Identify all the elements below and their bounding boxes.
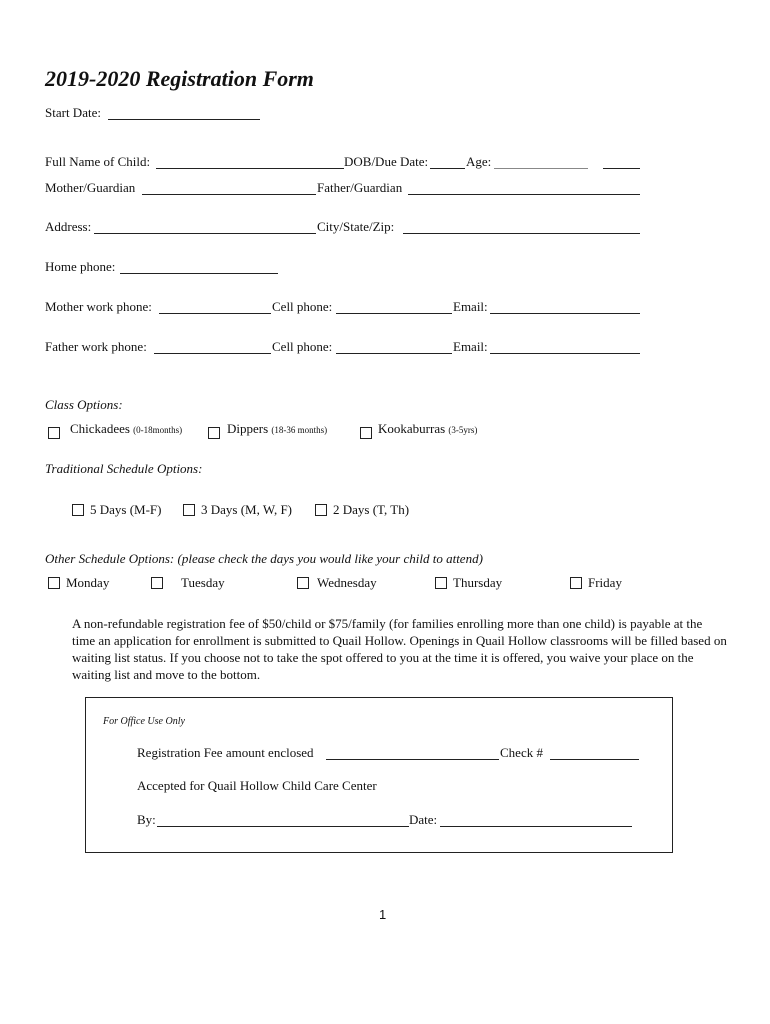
chickadees-age: (0-18months) [133,425,183,435]
office-use-heading: For Office Use Only [103,716,185,727]
office-use-box [85,697,673,853]
kookaburras-option [378,421,477,438]
office-date-label: Date: [409,812,438,827]
dippers-checkbox[interactable] [208,427,220,439]
friday-label: Friday [588,575,622,590]
home-phone-label: Home phone: [45,259,116,274]
age-field[interactable] [494,168,588,169]
fee-paragraph: A non-refundable registration fee of $50/child or $75/family (for families enrolling more than one child) is payable at the time an application for enrollment is submitted to Quail Hollow. Openings in Quail Hollow classrooms will be filled based on waiting list status. If you choose not to take the spot offered to you at the time it is offered, you waive your place on the waiting list and move to the bottom. [72,616,727,682]
other-schedule-heading: Other Schedule Options: (please check the days you would like your child to attend) [45,551,483,566]
monday-checkbox[interactable] [48,577,60,589]
kookaburras-age: (3-5yrs) [448,425,478,435]
mother-email-label: Email: [453,299,488,314]
home-phone-field[interactable] [120,273,278,274]
mother-email-field[interactable] [490,313,640,314]
two-days-label: 2 Days (T, Th) [333,502,410,517]
check-number-field[interactable] [550,759,639,760]
five-days-label: 5 Days (M-F) [90,502,162,517]
wednesday-checkbox[interactable] [297,577,309,589]
chickadees-label: Chickadees [70,421,130,436]
full-name-label: Full Name of Child: [45,154,151,169]
chickadees-checkbox[interactable] [48,427,60,439]
address-label: Address: [45,219,92,234]
friday-checkbox[interactable] [570,577,582,589]
by-label: By: [137,812,156,827]
mother-work-phone-field[interactable] [159,313,271,314]
father-email-field[interactable] [490,353,640,354]
father-email-label: Email: [453,339,488,354]
extra-field[interactable] [603,168,640,169]
father-work-phone-label: Father work phone: [45,339,147,354]
address-field[interactable] [94,233,316,234]
kookaburras-label: Kookaburras [378,421,446,436]
tuesday-label: Tuesday [181,575,225,590]
three-days-label: 3 Days (M, W, F) [201,502,293,517]
mother-cell-phone-label: Cell phone: [272,299,333,314]
dippers-option [227,421,327,438]
mother-work-phone-label: Mother work phone: [45,299,152,314]
dob-label: DOB/Due Date: [344,154,429,169]
age-label: Age: [466,154,492,169]
father-cell-phone-label: Cell phone: [272,339,333,354]
three-days-checkbox[interactable] [183,504,195,516]
monday-label: Monday [66,575,110,590]
start-date-label: Start Date: [45,105,101,120]
start-date-field[interactable] [108,119,260,120]
page-title: 2019-2020 Registration Form [45,66,314,91]
mother-cell-phone-field[interactable] [336,313,452,314]
by-field[interactable] [157,826,409,827]
five-days-checkbox[interactable] [72,504,84,516]
page-number: 1 [379,907,387,922]
check-label: Check # [500,745,543,760]
accepted-label: Accepted for Quail Hollow Child Care Center [137,778,377,793]
city-state-zip-field[interactable] [403,233,640,234]
dippers-age: (18-36 months) [271,425,328,435]
two-days-checkbox[interactable] [315,504,327,516]
father-guardian-label: Father/Guardian [317,180,403,195]
registration-fee-field[interactable] [326,759,499,760]
tuesday-checkbox[interactable] [151,577,163,589]
registration-fee-label: Registration Fee amount enclosed [137,745,314,760]
full-name-field[interactable] [156,168,344,169]
father-work-phone-field[interactable] [154,353,271,354]
wednesday-label: Wednesday [317,575,377,590]
dippers-label: Dippers [227,421,269,436]
thursday-label: Thursday [453,575,503,590]
traditional-schedule-heading: Traditional Schedule Options: [45,461,203,476]
mother-guardian-field[interactable] [142,194,316,195]
father-cell-phone-field[interactable] [336,353,452,354]
thursday-checkbox[interactable] [435,577,447,589]
mother-guardian-label: Mother/Guardian [45,180,136,195]
office-date-field[interactable] [440,826,632,827]
dob-field[interactable] [430,168,465,169]
father-guardian-field[interactable] [408,194,640,195]
kookaburras-checkbox[interactable] [360,427,372,439]
city-state-zip-label: City/State/Zip: [317,219,395,234]
class-options-heading: Class Options: [45,397,123,412]
chickadees-option [70,421,182,438]
